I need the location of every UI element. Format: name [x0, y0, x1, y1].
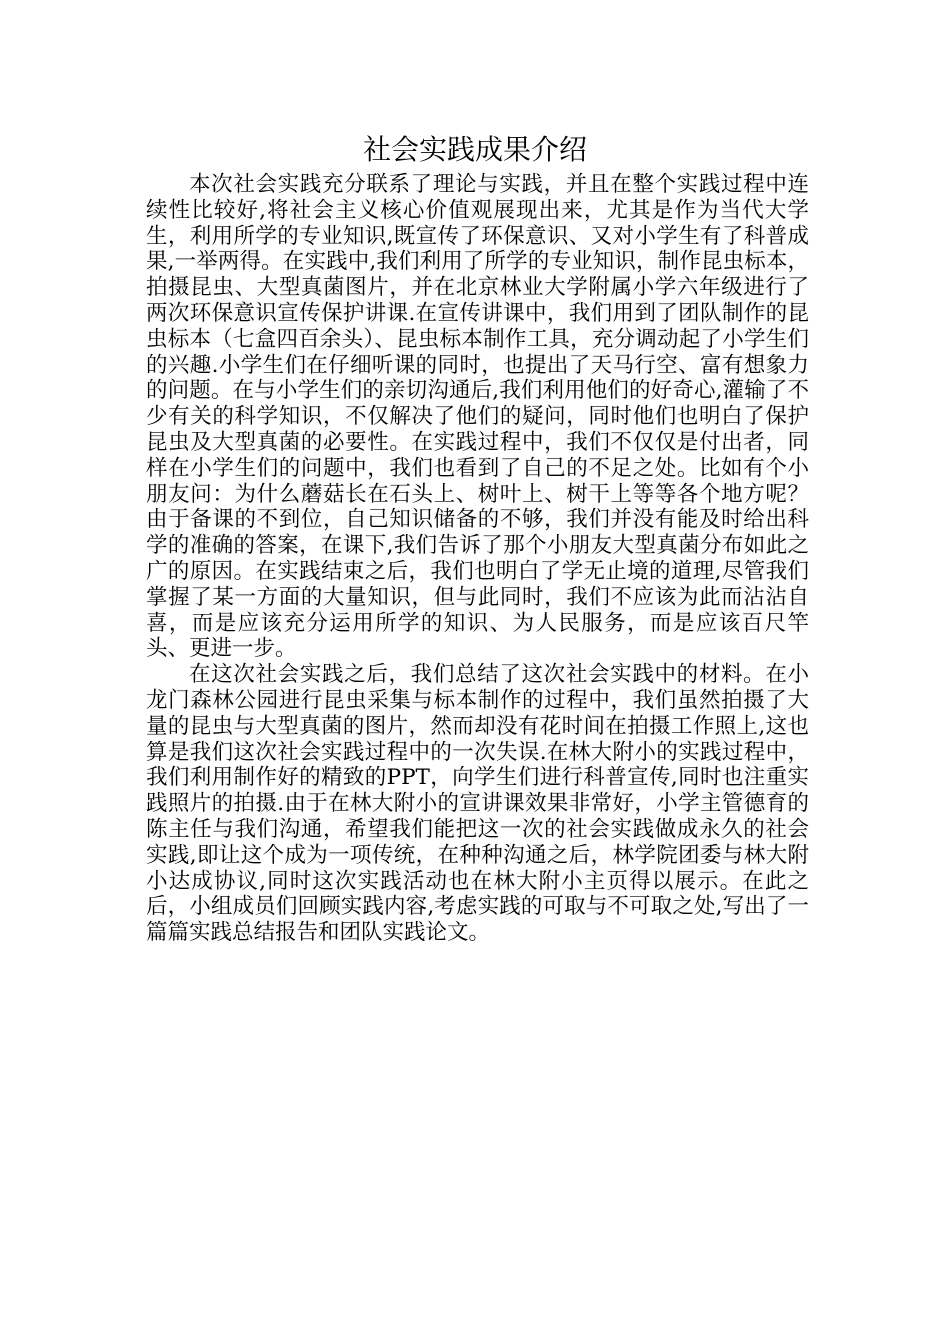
- paragraph-2: 在这次社会实践之后，我们总结了这次社会实践中的材料。在小龙门森林公园进行昆虫采集与标本制作的过程中，我们虽然拍摄了大量的昆虫与大型真菌的图片，然而却没有花时间在拍摄工作照上,这也算是我们这次社会实践过程中的一次失误.在林大附小的实践过程中，我们利用制作好的精致的PPT，向学生们进行科普宣传,同时也注重实践照片的拍摄.由于在林大附小的宣讲课效果非常好，小学主管德育的陈主任与我们沟通，希望我们能把这一次的社会实践做成永久的社会实践,即让这个成为一项传统，在种种沟通之后，林学院团委与林大附小达成协议,同时这次实践活动也在林大附小主页得以展示。在此之后，小组成员们回顾实践内容,考虑实践的可取与不可取之处,写出了一篇篇实践总结报告和团队实践论文。: [146, 662, 809, 946]
- document-body: [146, 172, 809, 946]
- paragraph-1: 本次社会实践充分联系了理论与实践，并且在整个实践过程中连续性比较好,将社会主义核心价值观展现出来，尤其是作为当代大学生，利用所学的专业知识,既宣传了环保意识、又对小学生有了科普成果,一举两得。在实践中,我们利用了所学的专业知识，制作昆虫标本，拍摄昆虫、大型真菌图片，并在北京林业大学附属小学六年级进行了两次环保意识宣传保护讲课.在宣传讲课中，我们用到了团队制作的昆虫标本（七盒四百余头）、昆虫标本制作工具，充分调动起了小学生们的兴趣.小学生们在仔细听课的同时，也提出了天马行空、富有想象力的问题。在与小学生们的亲切沟通后,我们利用他们的好奇心,灌输了不少有关的科学知识，不仅解决了他们的疑问，同时他们也明白了保护昆虫及大型真菌的必要性。在实践过程中，我们不仅仅是付出者，同样在小学生们的问题中，我们也看到了自己的不足之处。比如有个小朋友问：为什么蘑菇长在石头上、树叶上、树干上等等各个地方呢？由于备课的不到位，自己知识储备的不够，我们并没有能及时给出科学的准确的答案，在课下,我们告诉了那个小朋友大型真菌分布如此之广的原因。在实践结束之后，我们也明白了学无止境的道理,尽管我们掌握了某一方面的大量知识，但与此同时，我们不应该为此而沾沾自喜，而是应该充分运用所学的知识、为人民服务，而是应该百尺竿头、更进一步。: [146, 172, 809, 662]
- document-title: 社会实践成果介绍: [362, 133, 587, 166]
